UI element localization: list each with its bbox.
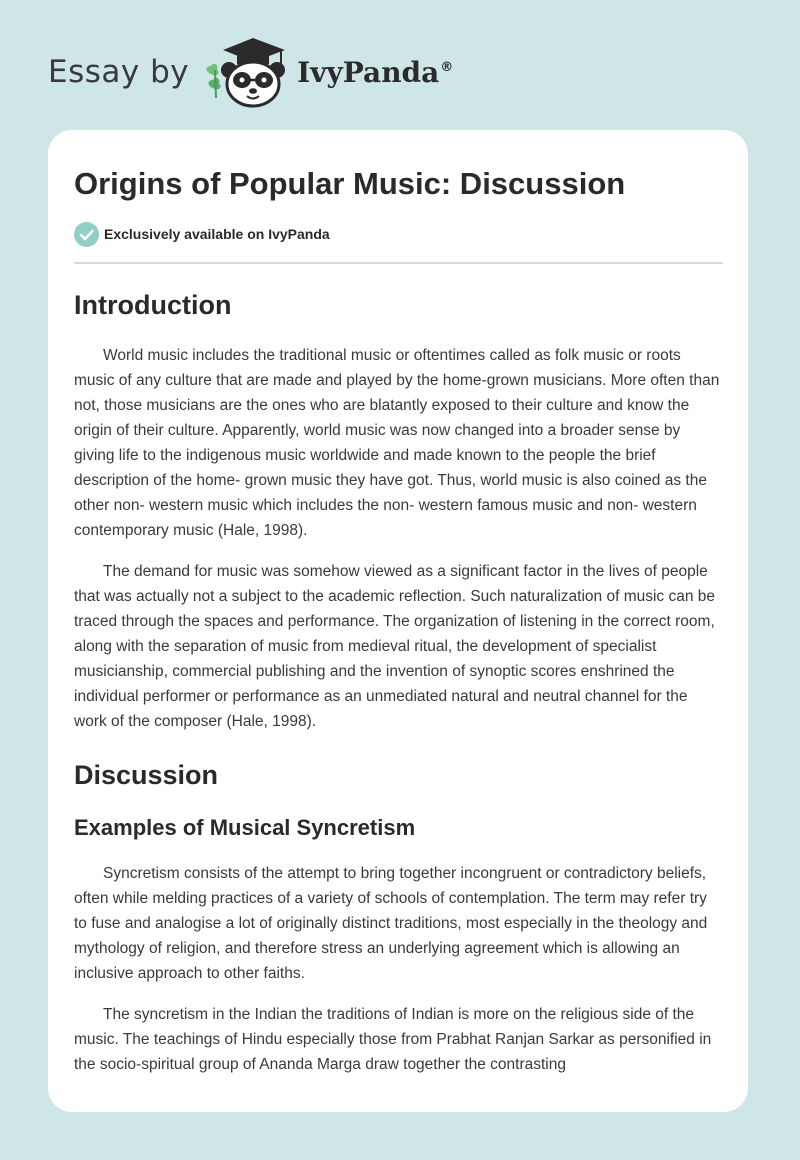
check-circle-icon [74,222,99,247]
section-introduction [74,287,722,734]
registered-mark: ® [440,60,454,76]
exclusive-badge [74,221,722,247]
site-header [48,36,453,108]
paragraph: The syncretism in the Indian the traditions of Indian is more on the religious side of the music. The teachings of Hindu especially those from Prabhat Ranjan Sarkar as personified in the socio-spiritual group of Ananda Marga draw together the contrasting [74,1006,712,1073]
panda-graduate-logo-icon[interactable] [203,36,295,108]
section-heading: Discussion [74,760,219,790]
subsection-heading: Examples of Musical Syncretism [74,815,416,840]
page-title: Origins of Popular Music: Discussion [74,166,626,201]
paragraph: World music includes the traditional music or oftentimes called as folk music or roots music of any culture that are made and played by the home-grown musicians. More often than not, those musicians are the ones who are blatantly exposed to their culture and know the origin of their culture. Apparently, world music was now changed into a broader sense by giving life to the indigenous music worldwide and made known to the people the brief description of the home- grown music they have got. Thus, world music is also coined as the other non- western music which includes the non- western famous music and non- western contemporary music (Hale, 1998). [74,347,720,539]
paragraph: Syncretism consists of the attempt to bring together incongruent or contradictory beliefs, often while melding practices of a variety of schools of contemplation. The term may refer try to fuse and analogise a lot of originally distinct traditions, most especially in the theology and mythology of religion, and therefore stress an underlying agreement which is allowing an inclusive approach to other faiths. [74,865,708,982]
title-divider [74,262,723,264]
brand-name[interactable]: IvyPanda® [297,55,454,89]
brand-prefix: Essay by [48,54,190,90]
badge-label: Exclusively available on IvyPanda [104,226,330,242]
section-discussion [74,757,722,1077]
section-heading: Introduction [74,290,232,320]
essay-card [48,130,748,1112]
paragraph: The demand for music was somehow viewed as a significant factor in the lives of people that was actually not a subject to the academic reflection. Such naturalization of music can be traced through the spaces and performance. The organization of listening in the correct room, along with the separation of music from medieval ritual, the development of specialist musicianship, commercial publishing and the invention of synoptic scores enshrined the individual performer or performance as an unmediated natural and neutral channel for the work of the composer (Hale, 1998). [74,563,716,730]
